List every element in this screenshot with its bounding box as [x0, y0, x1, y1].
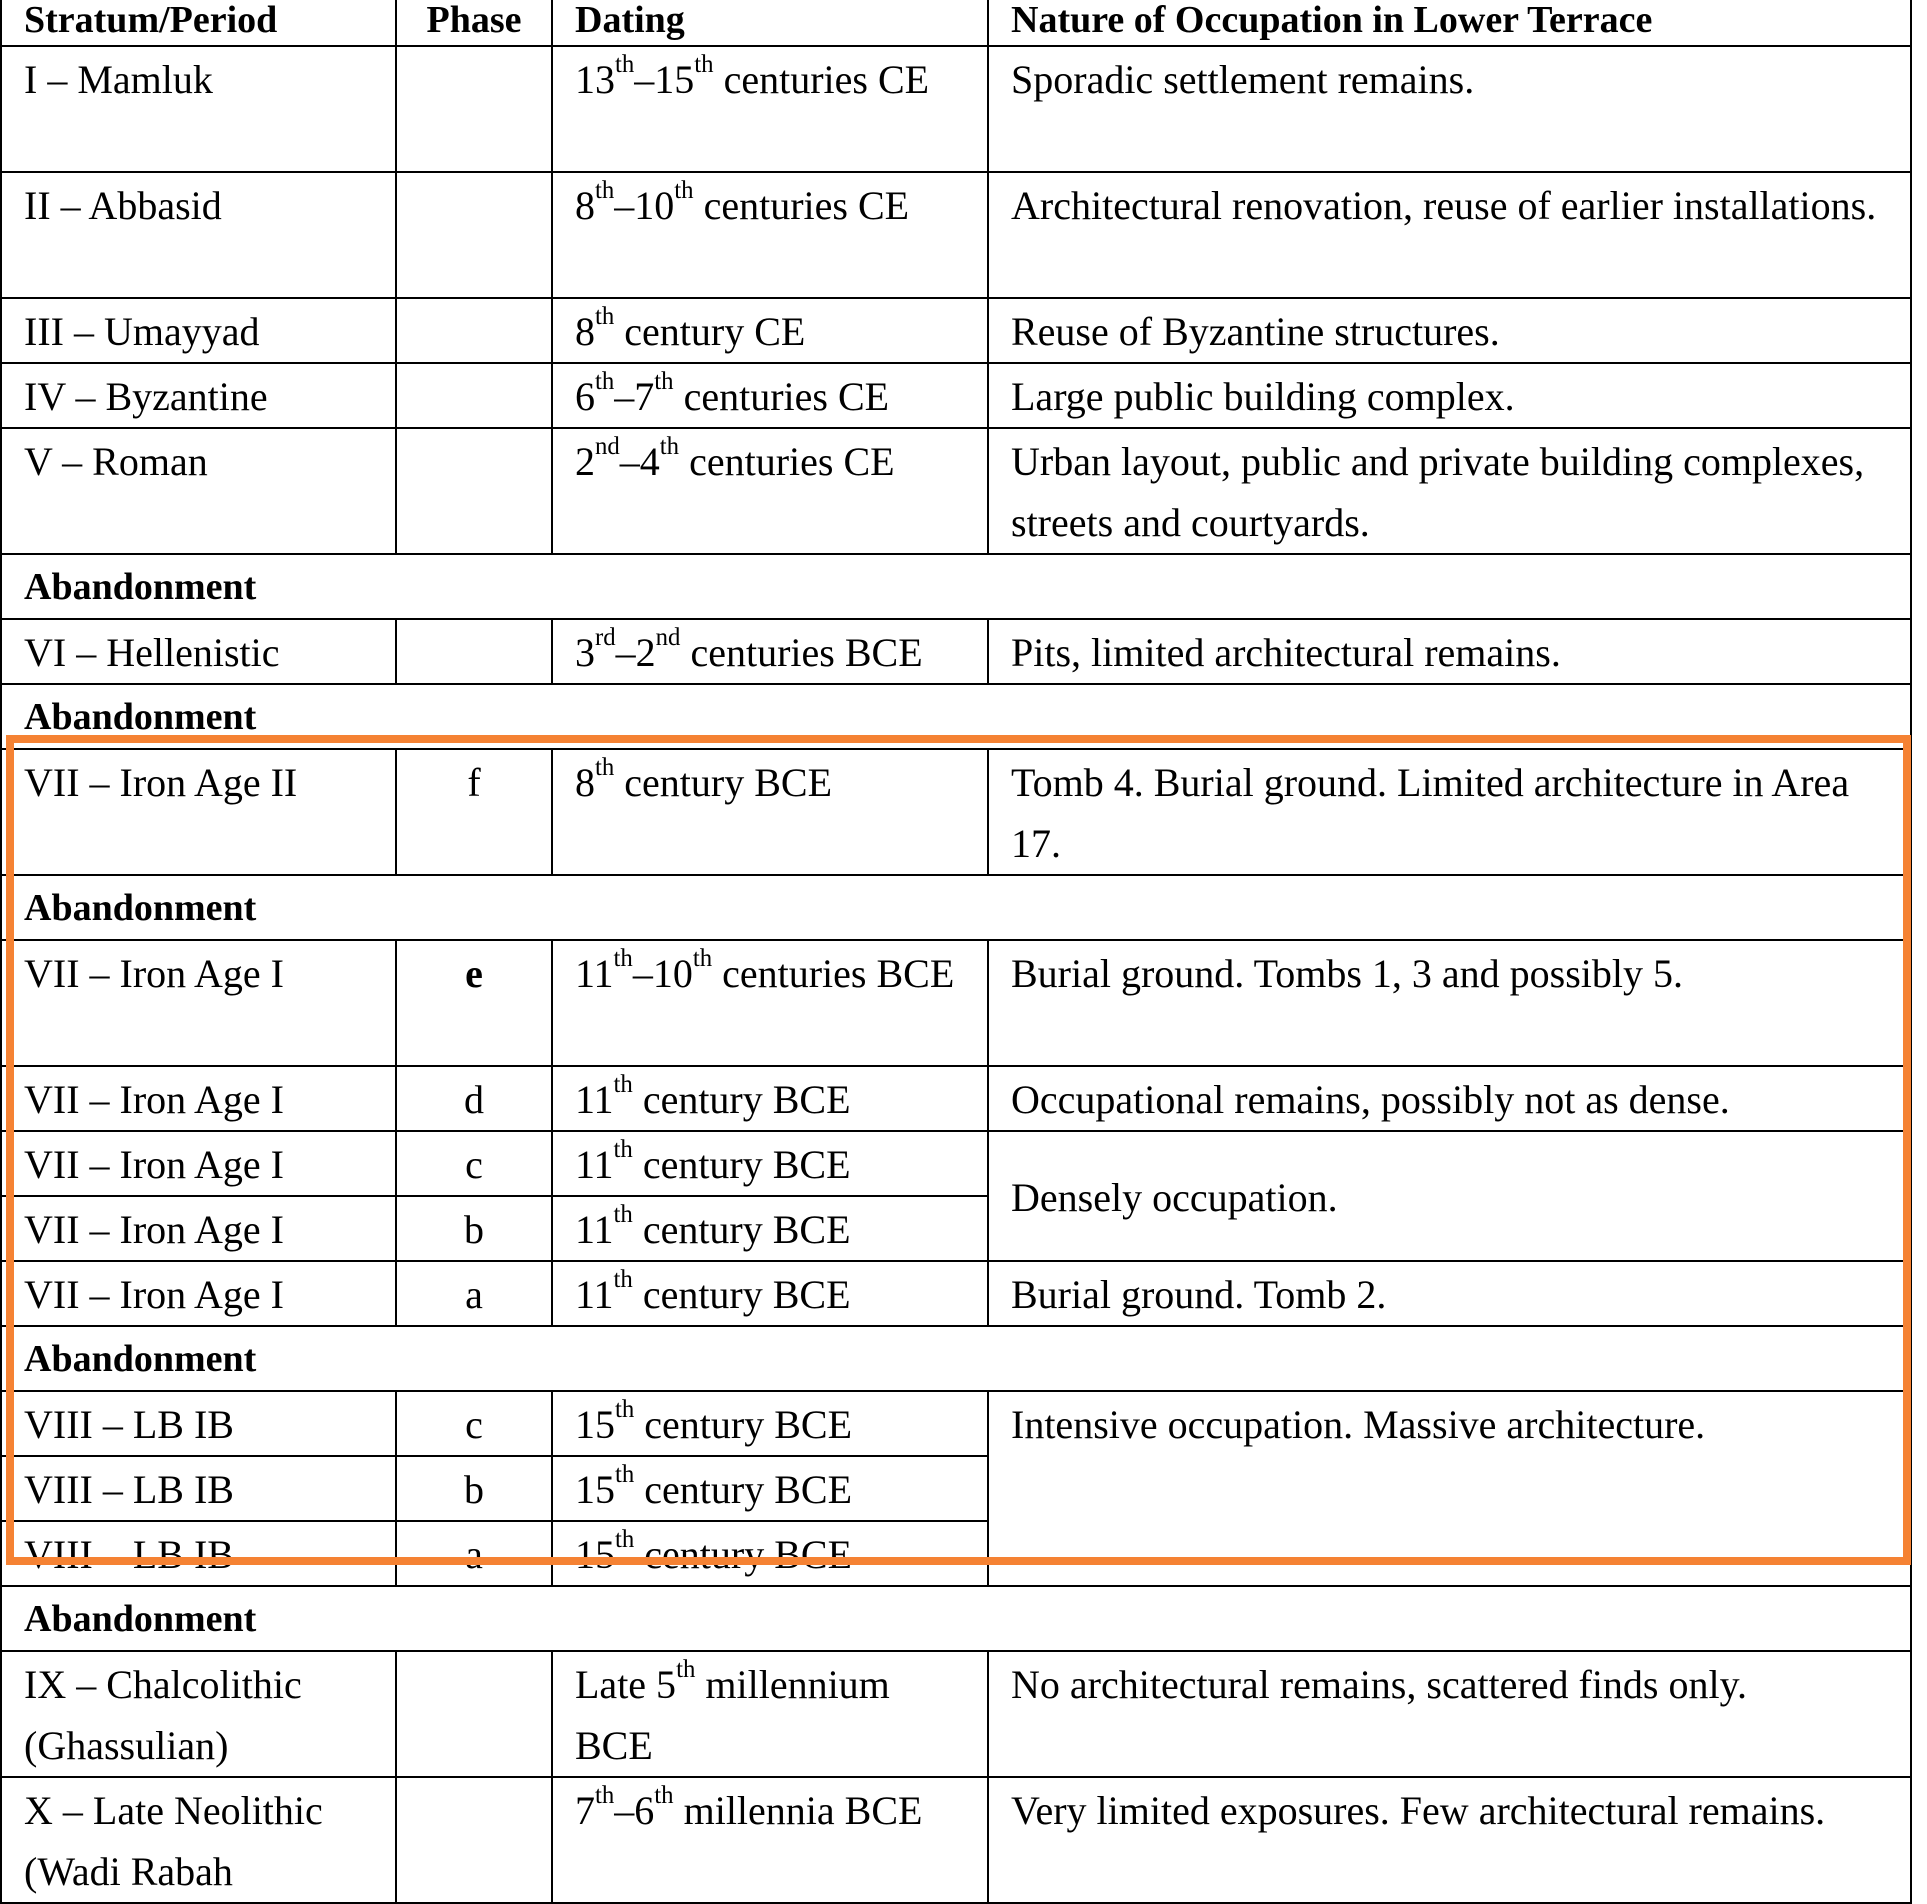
stratum-cell: V – Roman — [1, 428, 396, 554]
nature-cell: Burial ground. Tombs 1, 3 and possibly 5. — [988, 940, 1911, 1066]
dating-cell: 15th century BCE — [552, 1521, 988, 1586]
table-row — [1, 749, 1911, 875]
abandonment-row — [1, 1326, 1911, 1391]
table-row — [1, 1066, 1911, 1131]
phase-cell — [396, 428, 552, 554]
nature-cell: Intensive occupation. Massive architecture. — [988, 1391, 1911, 1586]
table-row — [1, 1261, 1911, 1326]
nature-cell: Reuse of Byzantine structures. — [988, 298, 1911, 363]
nature-cell: Urban layout, public and private building complexes, streets and courtyards. — [988, 428, 1911, 554]
phase-cell — [396, 172, 552, 298]
stratum-cell: VII – Iron Age I — [1, 940, 396, 1066]
table-row — [1, 1777, 1911, 1903]
dating-cell: 8th century CE — [552, 298, 988, 363]
phase-cell: a — [396, 1521, 552, 1586]
phase-cell — [396, 1777, 552, 1903]
nature-cell: Large public building complex. — [988, 363, 1911, 428]
dating-cell: 11th century BCE — [552, 1261, 988, 1326]
stratum-cell: I – Mamluk — [1, 46, 396, 172]
stratum-cell: VII – Iron Age II — [1, 749, 396, 875]
dating-cell: 3rd–2nd centuries BCE — [552, 619, 988, 684]
phase-cell: b — [396, 1456, 552, 1521]
stratum-cell: VIII – LB IB — [1, 1391, 396, 1456]
nature-cell: Occupational remains, possibly not as dense. — [988, 1066, 1911, 1131]
header-stratum: Stratum/Period — [1, 0, 396, 46]
stratum-cell: VII – Iron Age I — [1, 1261, 396, 1326]
dating-cell: 11th century BCE — [552, 1131, 988, 1196]
nature-cell: Very limited exposures. Few architectural remains. — [988, 1777, 1911, 1903]
abandonment-row — [1, 1586, 1911, 1651]
dating-cell: 11th century BCE — [552, 1196, 988, 1261]
table-row — [1, 940, 1911, 1066]
dating-cell: 8th century BCE — [552, 749, 988, 875]
phase-cell: a — [396, 1261, 552, 1326]
phase-cell — [396, 46, 552, 172]
dating-cell: 6th–7th centuries CE — [552, 363, 988, 428]
stratum-cell: VIII – LB IB — [1, 1456, 396, 1521]
dating-cell: 11th century BCE — [552, 1066, 988, 1131]
stratum-cell: VII – Iron Age I — [1, 1196, 396, 1261]
stratum-cell: VII – Iron Age I — [1, 1066, 396, 1131]
table-row — [1, 363, 1911, 428]
dating-cell: 15th century BCE — [552, 1456, 988, 1521]
phase-cell: d — [396, 1066, 552, 1131]
stratum-cell: III – Umayyad — [1, 298, 396, 363]
header-phase: Phase — [396, 0, 552, 46]
stratum-cell: VIII – LB IB — [1, 1521, 396, 1586]
table-row — [1, 1131, 1911, 1196]
phase-cell — [396, 298, 552, 363]
table-row — [1, 1651, 1911, 1777]
phase-cell: f — [396, 749, 552, 875]
phase-cell — [396, 1651, 552, 1777]
dating-cell: 7th–6th millennia BCE — [552, 1777, 988, 1903]
abandonment-label: Abandonment — [1, 684, 1911, 749]
table-row — [1, 428, 1911, 554]
nature-cell: Densely occupation. — [988, 1131, 1911, 1261]
dating-cell: 13th–15th centuries CE — [552, 46, 988, 172]
stratum-cell: VII – Iron Age I — [1, 1131, 396, 1196]
phase-cell: e — [396, 940, 552, 1066]
nature-cell: No architectural remains, scattered finds only. — [988, 1651, 1911, 1777]
nature-cell: Burial ground. Tomb 2. — [988, 1261, 1911, 1326]
table-row — [1, 1391, 1911, 1456]
phase-cell: c — [396, 1391, 552, 1456]
dating-cell: 2nd–4th centuries CE — [552, 428, 988, 554]
abandonment-label: Abandonment — [1, 554, 1911, 619]
nature-cell: Pits, limited architectural remains. — [988, 619, 1911, 684]
table-row — [1, 172, 1911, 298]
phase-cell — [396, 619, 552, 684]
dating-cell: 8th–10th centuries CE — [552, 172, 988, 298]
stratum-cell: IV – Byzantine — [1, 363, 396, 428]
nature-cell: Tomb 4. Burial ground. Limited architecture in Area 17. — [988, 749, 1911, 875]
table-row — [1, 619, 1911, 684]
header-nature: Nature of Occupation in Lower Terrace — [988, 0, 1911, 46]
dating-cell: 15th century BCE — [552, 1391, 988, 1456]
header-row — [1, 0, 1911, 46]
abandonment-row — [1, 875, 1911, 940]
phase-cell: c — [396, 1131, 552, 1196]
nature-cell: Architectural renovation, reuse of earlier installations. — [988, 172, 1911, 298]
nature-cell: Sporadic settlement remains. — [988, 46, 1911, 172]
header-dating: Dating — [552, 0, 988, 46]
dating-cell: 11th–10th centuries BCE — [552, 940, 988, 1066]
stratum-cell: VI – Hellenistic — [1, 619, 396, 684]
phase-cell: b — [396, 1196, 552, 1261]
stratum-cell: X – Late Neolithic (Wadi Rabah — [1, 1777, 396, 1903]
stratum-cell: IX – Chalcolithic (Ghassulian) — [1, 1651, 396, 1777]
abandonment-label: Abandonment — [1, 875, 1911, 940]
phase-cell — [396, 363, 552, 428]
dating-cell: Late 5th millennium BCE — [552, 1651, 988, 1777]
stratum-cell: II – Abbasid — [1, 172, 396, 298]
table-row — [1, 298, 1911, 363]
abandonment-row — [1, 684, 1911, 749]
table-row — [1, 46, 1911, 172]
abandonment-label: Abandonment — [1, 1586, 1911, 1651]
abandonment-label: Abandonment — [1, 1326, 1911, 1391]
abandonment-row — [1, 554, 1911, 619]
